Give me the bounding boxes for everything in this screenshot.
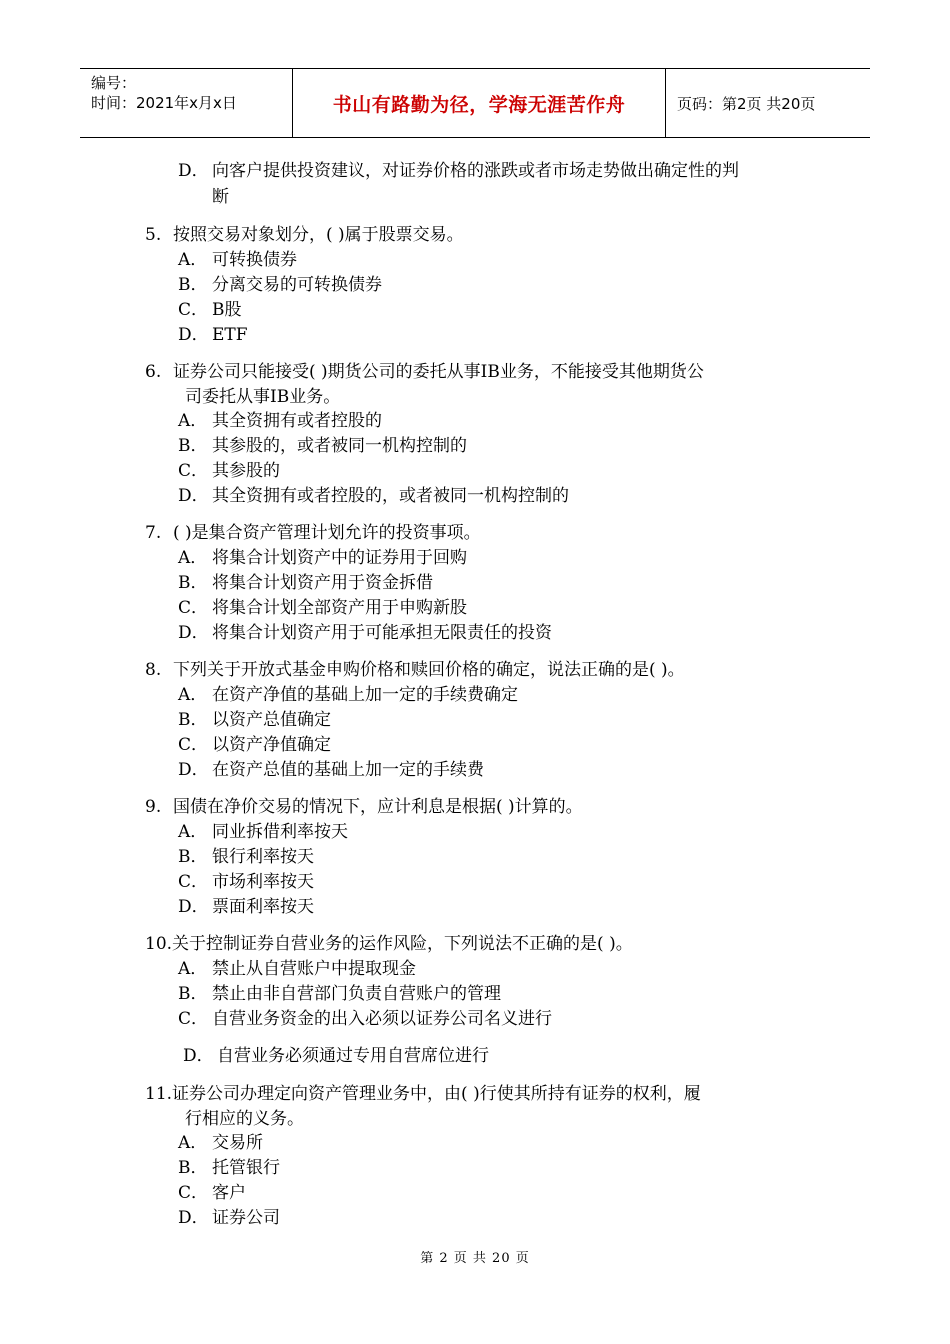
- option-text: 同业拆借利率按天: [212, 822, 348, 842]
- option-text: 在资产净值的基础上加一定的手续费确定: [212, 685, 518, 705]
- option-text: 交易所: [212, 1133, 263, 1153]
- option: [178, 410, 382, 432]
- option-letter: D．: [178, 623, 209, 643]
- option-text: 将集合计划资产中的证券用于回购: [212, 548, 467, 568]
- option: [178, 597, 467, 619]
- question-7: [145, 522, 481, 544]
- option-text: 将集合计划全部资产用于申购新股: [212, 598, 467, 618]
- header-meta: [80, 69, 293, 137]
- option-letter: D．: [178, 897, 209, 917]
- option-letter: C．: [178, 1009, 209, 1029]
- option-letter: A．: [178, 959, 208, 979]
- header-page-info: 页码：第2页 共20页: [677, 94, 816, 113]
- option-letter: D．: [178, 325, 209, 345]
- option-text: 托管银行: [212, 1158, 280, 1178]
- option-text: 将集合计划资产用于资金拆借: [212, 573, 433, 593]
- option: [178, 622, 552, 644]
- page-footer: 第 2 页 共 20 页: [420, 1251, 530, 1266]
- option-text: 其全资拥有或者控股的，或者被同一机构控制的: [212, 486, 569, 506]
- option-text: 分离交易的可转换债券: [212, 275, 382, 295]
- question-6: [145, 361, 704, 383]
- option: [178, 547, 467, 569]
- option: [178, 684, 518, 706]
- document-header: [80, 68, 870, 138]
- option: [178, 846, 314, 868]
- option-text: 客户: [212, 1183, 246, 1203]
- option-text: 自营业务必须通过专用自营席位进行: [217, 1046, 489, 1066]
- header-motto: 书山有路勤为径，学海无涯苦作舟: [293, 69, 666, 137]
- option-letter: C．: [178, 598, 209, 618]
- header-time-label: 时间：2021年x月x日: [91, 94, 237, 112]
- option: [178, 324, 248, 346]
- option-text: B股: [212, 300, 242, 320]
- option: [178, 1132, 263, 1154]
- option: [178, 709, 331, 731]
- option: [178, 759, 484, 781]
- question-number: 10.: [145, 934, 173, 954]
- question-number: 9.: [145, 797, 162, 817]
- option-text: 其全资拥有或者控股的: [212, 411, 382, 431]
- question-number: 7.: [145, 523, 162, 543]
- option: [178, 958, 416, 980]
- option: [178, 734, 331, 756]
- option-text: 以资产净值确定: [212, 735, 331, 755]
- option-letter: D．: [178, 161, 209, 181]
- question-number: 6.: [145, 362, 162, 382]
- question-stem: 按照交易对象划分，( )属于股票交易。: [173, 225, 464, 245]
- option-letter: D．: [178, 486, 209, 506]
- option-letter: C．: [178, 872, 209, 892]
- option-text: 票面利率按天: [212, 897, 314, 917]
- question-stem: 关于控制证券自营业务的运作风险，下列说法不正确的是( )。: [172, 934, 633, 954]
- question-stem: 国债在净价交易的情况下，应计利息是根据( )计算的。: [173, 797, 583, 817]
- option-text: 以资产总值确定: [212, 710, 331, 730]
- option-letter: B．: [178, 710, 208, 730]
- option: [178, 485, 569, 507]
- option-text: 可转换债券: [212, 250, 297, 270]
- option-text: 证券公司: [212, 1208, 280, 1228]
- option: [178, 572, 433, 594]
- option-letter: C．: [178, 735, 209, 755]
- option-letter: B．: [178, 573, 208, 593]
- question-stem-continuation: 行相应的义务。: [185, 1109, 304, 1129]
- option: [178, 1008, 552, 1030]
- question-8: [145, 659, 685, 681]
- question-stem: 下列关于开放式基金申购价格和赎回价格的确定，说法正确的是( )。: [173, 660, 685, 680]
- option-letter: C．: [178, 1183, 209, 1203]
- question-10: [145, 933, 633, 955]
- option-text: 其参股的，或者被同一机构控制的: [212, 436, 467, 456]
- question-stem-continuation: 司委托从事IB业务。: [185, 387, 341, 407]
- question-number: 11.: [145, 1084, 173, 1104]
- option-letter: C．: [178, 300, 209, 320]
- option-text: 其参股的: [212, 461, 280, 481]
- option: [178, 249, 297, 271]
- option-letter: B．: [178, 275, 208, 295]
- carry-over-continuation: 断: [212, 187, 229, 207]
- option-text: 在资产总值的基础上加一定的手续费: [212, 760, 484, 780]
- option-letter: A．: [178, 1133, 208, 1153]
- option-text: 禁止由非自营部门负责自营账户的管理: [212, 984, 501, 1004]
- option-letter: B．: [178, 984, 208, 1004]
- question-stem: 证券公司办理定向资产管理业务中，由( )行使其所持有证券的权利，履: [172, 1084, 701, 1104]
- option: [178, 1207, 280, 1229]
- option: [178, 821, 348, 843]
- option-letter: D．: [178, 760, 209, 780]
- carry-over-option: [178, 160, 739, 182]
- option: [178, 299, 242, 321]
- option-letter: B．: [178, 436, 208, 456]
- option-letter: D．: [183, 1046, 214, 1066]
- option-text: 将集合计划资产用于可能承担无限责任的投资: [212, 623, 552, 643]
- option-letter: A．: [178, 411, 208, 431]
- option-letter: A．: [178, 548, 208, 568]
- option: [178, 1182, 246, 1204]
- option: [178, 435, 467, 457]
- option-letter: A．: [178, 250, 208, 270]
- option-text: 自营业务资金的出入必须以证券公司名义进行: [212, 1009, 552, 1029]
- option-text: ETF: [212, 325, 248, 345]
- option-text: 市场利率按天: [212, 872, 314, 892]
- option-text: 禁止从自营账户中提取现金: [212, 959, 416, 979]
- question-stem: 证券公司只能接受( )期货公司的委托从事IB业务，不能接受其他期货公: [173, 362, 704, 382]
- question-5: [145, 224, 464, 246]
- option-text: 银行利率按天: [212, 847, 314, 867]
- question-number: 5.: [145, 225, 162, 245]
- question-number: 8.: [145, 660, 162, 680]
- option-text: 向客户提供投资建议，对证券价格的涨跌或者市场走势做出确定性的判: [212, 161, 739, 181]
- option: [178, 871, 314, 893]
- option: [178, 460, 280, 482]
- option-letter: A．: [178, 822, 208, 842]
- option: [178, 274, 382, 296]
- option: [183, 1045, 489, 1067]
- question-9: [145, 796, 583, 818]
- option: [178, 896, 314, 918]
- option: [178, 983, 501, 1005]
- question-11: [145, 1083, 701, 1105]
- option-letter: D．: [178, 1208, 209, 1228]
- option: [178, 1157, 280, 1179]
- option-letter: B．: [178, 1158, 208, 1178]
- option-letter: A．: [178, 685, 208, 705]
- question-stem: ( )是集合资产管理计划允许的投资事项。: [173, 523, 481, 543]
- header-number-label: 编号：: [91, 74, 137, 92]
- option-letter: C．: [178, 461, 209, 481]
- option-letter: B．: [178, 847, 208, 867]
